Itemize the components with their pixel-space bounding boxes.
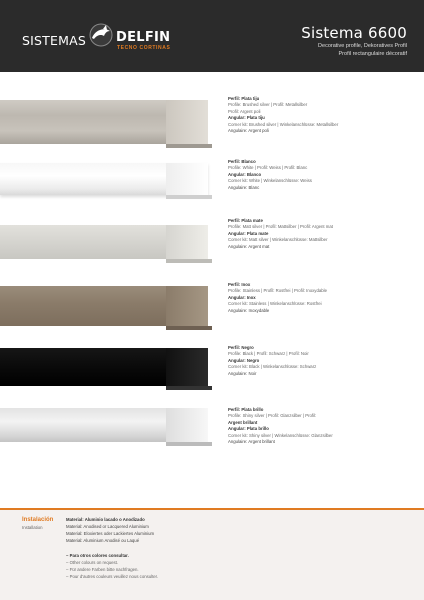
profile-line: Profile: White | Profil: Weiss | Profil: Blanc xyxy=(228,165,308,171)
material-line: Material: Anodised or Lacquered Aluminium xyxy=(66,524,149,529)
profile-title: Perfil: Inox xyxy=(228,282,251,287)
note-line: – Für andere Farben bitte nachfragen. xyxy=(66,567,139,572)
profile-line: Corner kit: Stainless | Winkelanschlüsse: Rostfrei xyxy=(228,301,322,307)
profile-line: Angular: Inox xyxy=(228,294,256,300)
notes-heading: – Para otros colores consultar. xyxy=(66,553,129,558)
profile-line: Profile: Shiny silver | Profil: Glanzsilber | Profil: xyxy=(228,413,317,419)
profile-line: Angular: Blanco xyxy=(228,171,262,177)
brand-prefix: SISTEMAS xyxy=(22,33,86,48)
material-line: Material: Aluminio lacado o Anodizado xyxy=(66,517,145,522)
profile-line: Angular: Plata mate xyxy=(228,230,269,236)
profile-line: Angular: Negro xyxy=(228,357,260,363)
page-subtitle-line2: Profil rectangulaire décoratif xyxy=(338,51,407,57)
note-line: – Pour d'autres couleurs veuillez nous consulter. xyxy=(66,574,159,579)
page-footer xyxy=(0,508,424,600)
profile-line: Corner kit: Matt silver | Winkelanschlüsse: Mattsilber xyxy=(228,237,328,243)
profile-image-black xyxy=(0,348,208,386)
note-line: – Other colours on request. xyxy=(66,560,119,565)
profile-title: Perfil: Plata tiju xyxy=(228,96,260,101)
profile-line: Angular: Plata brillo xyxy=(228,426,269,432)
profile-line: Corner kit: Brushed silver | Winkelanschlüsse: Metallsilber xyxy=(228,121,339,127)
profile-title: Perfil: Plata mate xyxy=(228,218,263,223)
profile-line: Corner kit: Black | Winkelanschlüsse: Schwarz xyxy=(228,364,317,370)
profile-image-shiny-silver xyxy=(0,408,208,442)
profile-line: Angulaire: Blanc xyxy=(228,184,260,190)
page-title: Sistema 6600 xyxy=(301,24,407,42)
profile-image-matt-silver xyxy=(0,225,208,259)
profile-title: Perfil: Negro xyxy=(228,345,254,350)
brand-logo xyxy=(22,26,192,50)
page-header xyxy=(0,0,424,72)
brand-name: DELFIN xyxy=(116,30,171,45)
profile-line: Angulaire: Argent poli xyxy=(228,128,269,134)
profile-image-stainless xyxy=(0,286,208,326)
profile-line: Profile: Matt silver | Profil: Mattsilber | Profil: Argent mat xyxy=(228,224,333,230)
installation-subtitle: Installation xyxy=(22,525,43,530)
profile-line: Corner kit: White | Winkelanschlüsse: Weiss xyxy=(228,178,312,184)
profile-line: Angular: Plata tiju xyxy=(228,115,265,121)
profile-description-4 xyxy=(228,282,413,314)
profile-line: Angulaire: Inoxydable xyxy=(228,307,270,313)
profile-line: Profile: Black | Profil: Schwarz | Profil: Noir xyxy=(228,351,309,357)
page-subtitle-line1: Decorative profile, Dekoratives Profil xyxy=(318,43,407,49)
profile-image-brushed-silver xyxy=(0,100,208,144)
profile-line: Profile: Stainless | Profil: Rostfrei | Profil: Inoxydable xyxy=(228,288,327,294)
profile-line: Corner kit: Shiny silver | Winkelanschlüsse: Glanzsilber xyxy=(228,432,333,438)
profile-description-6 xyxy=(228,407,413,445)
profile-description-5 xyxy=(228,345,413,377)
profile-line: Argent brillant xyxy=(228,419,258,425)
profile-description-2 xyxy=(228,159,413,191)
profile-line: Angulaire: Noir xyxy=(228,370,257,376)
profile-title: Perfil: Blanco xyxy=(228,159,256,164)
profile-line: Profile: Brushed silver | Profil: Metallsilber xyxy=(228,102,308,108)
profile-description-3 xyxy=(228,218,413,250)
material-line: Material: Aluminium Anodisé ou Laqué xyxy=(66,538,140,543)
material-line: Material: Eloxiertes oder Lackiertes Aluminium xyxy=(66,531,155,536)
profile-title: Perfil: Plata brillo xyxy=(228,407,264,412)
profile-description-1 xyxy=(228,96,413,134)
profile-image-white xyxy=(0,163,208,195)
profile-line: Angulaire: Argent brillant xyxy=(228,439,275,445)
brand-tagline: TECNO CORTINAS xyxy=(117,45,171,51)
profile-line: Profil: Argent poli xyxy=(228,108,261,114)
profile-line: Angulaire: Argent mat xyxy=(228,243,270,249)
accent-divider xyxy=(0,508,424,510)
installation-title: Instalación xyxy=(22,517,54,523)
dolphin-icon xyxy=(86,22,116,48)
